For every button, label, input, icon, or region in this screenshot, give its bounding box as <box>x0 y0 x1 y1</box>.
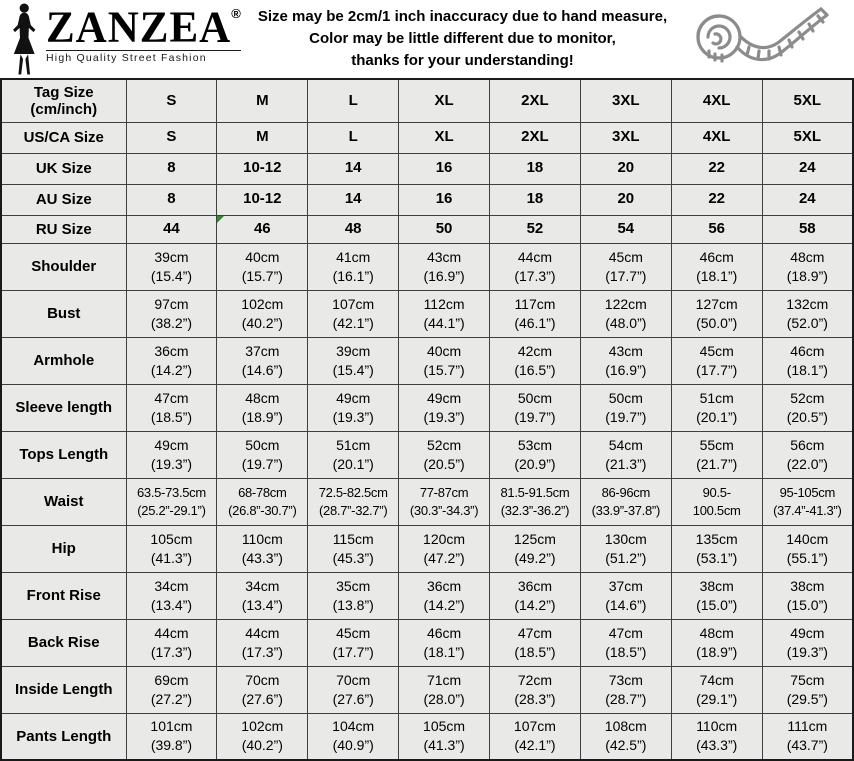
ru-size-cell-xl: 50 <box>399 215 490 243</box>
shoulder-cell-xl: 43cm (16.9”) <box>399 243 490 290</box>
row-label-shoulder: Shoulder <box>1 243 126 290</box>
table-row-front-rise <box>1 572 853 619</box>
tag-size-cell-l: L <box>308 79 399 122</box>
usca-size-cell-m: M <box>217 122 308 153</box>
tag-size-cell-4xl: 4XL <box>671 79 762 122</box>
waist-cell-5xl: 95-105cm (37.4”-41.3”) <box>762 478 853 525</box>
pants-length-cell-m: 102cm (40.2”) <box>217 713 308 760</box>
row-label-usca-size: US/CA Size <box>1 122 126 153</box>
size-disclaimer <box>241 6 684 71</box>
brand-name: ZANZEA <box>46 3 232 52</box>
sleeve-length-cell-m: 48cm (18.9”) <box>217 384 308 431</box>
inside-length-cell-5xl: 75cm (29.5”) <box>762 666 853 713</box>
armhole-cell-5xl: 46cm (18.1”) <box>762 337 853 384</box>
tag-size-cell-xl: XL <box>399 79 490 122</box>
table-row-sleeve-length <box>1 384 853 431</box>
inside-length-cell-xl: 71cm (28.0”) <box>399 666 490 713</box>
tape-measure-icon <box>684 5 844 73</box>
ru-size-cell-5xl: 58 <box>762 215 853 243</box>
row-label-back-rise: Back Rise <box>1 619 126 666</box>
ru-size-cell-m: 46 <box>217 215 308 243</box>
bust-cell-4xl: 127cm (50.0”) <box>671 290 762 337</box>
usca-size-cell-3xl: 3XL <box>580 122 671 153</box>
sleeve-length-cell-2xl: 50cm (19.7”) <box>490 384 581 431</box>
sleeve-length-cell-4xl: 51cm (20.1”) <box>671 384 762 431</box>
tag-size-cell-3xl: 3XL <box>580 79 671 122</box>
disclaimer-line-1: Size may be 2cm/1 inch inaccuracy due to hand measure, <box>257 8 668 26</box>
size-table-body <box>1 79 853 760</box>
waist-cell-xl: 77-87cm (30.3”-34.3”) <box>399 478 490 525</box>
uk-size-cell-l: 14 <box>308 153 399 184</box>
front-rise-cell-m: 34cm (13.4”) <box>217 572 308 619</box>
back-rise-cell-xl: 46cm (18.1”) <box>399 619 490 666</box>
table-row-pants-length <box>1 713 853 760</box>
back-rise-cell-l: 45cm (17.7”) <box>308 619 399 666</box>
front-rise-cell-s: 34cm (13.4”) <box>126 572 217 619</box>
table-row-shoulder <box>1 243 853 290</box>
tops-length-cell-m: 50cm (19.7”) <box>217 431 308 478</box>
uk-size-cell-3xl: 20 <box>580 153 671 184</box>
shoulder-cell-l: 41cm (16.1”) <box>308 243 399 290</box>
table-row-bust <box>1 290 853 337</box>
armhole-cell-2xl: 42cm (16.5”) <box>490 337 581 384</box>
pants-length-cell-s: 101cm (39.8”) <box>126 713 217 760</box>
hip-cell-m: 110cm (43.3”) <box>217 525 308 572</box>
ru-size-cell-l: 48 <box>308 215 399 243</box>
ru-size-cell-4xl: 56 <box>671 215 762 243</box>
tops-length-cell-5xl: 56cm (22.0”) <box>762 431 853 478</box>
row-label-armhole: Armhole <box>1 337 126 384</box>
table-row-hip <box>1 525 853 572</box>
bust-cell-s: 97cm (38.2”) <box>126 290 217 337</box>
tops-length-cell-s: 49cm (19.3”) <box>126 431 217 478</box>
tag-size-cell-2xl: 2XL <box>490 79 581 122</box>
pants-length-cell-xl: 105cm (41.3”) <box>399 713 490 760</box>
table-row-ru-size <box>1 215 853 243</box>
au-size-cell-l: 14 <box>308 184 399 215</box>
tops-length-cell-xl: 52cm (20.5”) <box>399 431 490 478</box>
table-row-au-size <box>1 184 853 215</box>
hip-cell-3xl: 130cm (51.2”) <box>580 525 671 572</box>
au-size-cell-s: 8 <box>126 184 217 215</box>
registered-mark: ® <box>231 6 241 21</box>
hip-cell-xl: 120cm (47.2”) <box>399 525 490 572</box>
uk-size-cell-5xl: 24 <box>762 153 853 184</box>
tag-size-cell-5xl: 5XL <box>762 79 853 122</box>
usca-size-cell-l: L <box>308 122 399 153</box>
au-size-cell-3xl: 20 <box>580 184 671 215</box>
ru-size-cell-s: 44 <box>126 215 217 243</box>
row-label-hip: Hip <box>1 525 126 572</box>
waist-cell-2xl: 81.5-91.5cm (32.3”-36.2”) <box>490 478 581 525</box>
back-rise-cell-2xl: 47cm (18.5”) <box>490 619 581 666</box>
sleeve-length-cell-5xl: 52cm (20.5”) <box>762 384 853 431</box>
bust-cell-3xl: 122cm (48.0”) <box>580 290 671 337</box>
brand-tagline: High Quality Street Fashion <box>46 50 241 64</box>
logo-text <box>46 3 241 64</box>
armhole-cell-s: 36cm (14.2”) <box>126 337 217 384</box>
au-size-cell-m: 10-12 <box>217 184 308 215</box>
bust-cell-5xl: 132cm (52.0”) <box>762 290 853 337</box>
disclaimer-line-3: thanks for your understanding! <box>351 51 574 69</box>
table-row-waist <box>1 478 853 525</box>
sleeve-length-cell-3xl: 50cm (19.7”) <box>580 384 671 431</box>
waist-cell-4xl: 90.5- 100.5cm <box>671 478 762 525</box>
inside-length-cell-2xl: 72cm (28.3”) <box>490 666 581 713</box>
tag-size-cell-m: M <box>217 79 308 122</box>
au-size-cell-5xl: 24 <box>762 184 853 215</box>
row-label-tag-size: Tag Size (cm/inch) <box>1 79 126 122</box>
bust-cell-xl: 112cm (44.1”) <box>399 290 490 337</box>
armhole-cell-3xl: 43cm (16.9”) <box>580 337 671 384</box>
inside-length-cell-s: 69cm (27.2”) <box>126 666 217 713</box>
tops-length-cell-l: 51cm (20.1”) <box>308 431 399 478</box>
bust-cell-2xl: 117cm (46.1”) <box>490 290 581 337</box>
sleeve-length-cell-l: 49cm (19.3”) <box>308 384 399 431</box>
inside-length-cell-3xl: 73cm (28.7”) <box>580 666 671 713</box>
usca-size-cell-xl: XL <box>399 122 490 153</box>
tops-length-cell-4xl: 55cm (21.7”) <box>671 431 762 478</box>
usca-size-cell-2xl: 2XL <box>490 122 581 153</box>
row-label-sleeve-length: Sleeve length <box>1 384 126 431</box>
row-label-inside-length: Inside Length <box>1 666 126 713</box>
uk-size-cell-xl: 16 <box>399 153 490 184</box>
bust-cell-m: 102cm (40.2”) <box>217 290 308 337</box>
inside-length-cell-4xl: 74cm (29.1”) <box>671 666 762 713</box>
front-rise-cell-5xl: 38cm (15.0”) <box>762 572 853 619</box>
header <box>0 0 854 78</box>
hip-cell-s: 105cm (41.3”) <box>126 525 217 572</box>
hip-cell-2xl: 125cm (49.2”) <box>490 525 581 572</box>
front-rise-cell-3xl: 37cm (14.6”) <box>580 572 671 619</box>
row-label-waist: Waist <box>1 478 126 525</box>
tops-length-cell-2xl: 53cm (20.9”) <box>490 431 581 478</box>
front-rise-cell-xl: 36cm (14.2”) <box>399 572 490 619</box>
back-rise-cell-3xl: 47cm (18.5”) <box>580 619 671 666</box>
brand-logo <box>6 2 241 76</box>
row-label-pants-length: Pants Length <box>1 713 126 760</box>
size-chart-table <box>0 78 854 761</box>
waist-cell-3xl: 86-96cm (33.9”-37.8”) <box>580 478 671 525</box>
pants-length-cell-5xl: 111cm (43.7”) <box>762 713 853 760</box>
uk-size-cell-s: 8 <box>126 153 217 184</box>
uk-size-cell-2xl: 18 <box>490 153 581 184</box>
waist-cell-l: 72.5-82.5cm (28.7”-32.7”) <box>308 478 399 525</box>
hip-cell-l: 115cm (45.3”) <box>308 525 399 572</box>
bust-cell-l: 107cm (42.1”) <box>308 290 399 337</box>
pants-length-cell-3xl: 108cm (42.5”) <box>580 713 671 760</box>
armhole-cell-m: 37cm (14.6”) <box>217 337 308 384</box>
shoulder-cell-s: 39cm (15.4”) <box>126 243 217 290</box>
pants-length-cell-2xl: 107cm (42.1”) <box>490 713 581 760</box>
armhole-cell-4xl: 45cm (17.7”) <box>671 337 762 384</box>
front-rise-cell-2xl: 36cm (14.2”) <box>490 572 581 619</box>
back-rise-cell-m: 44cm (17.3”) <box>217 619 308 666</box>
table-row-usca-size <box>1 122 853 153</box>
uk-size-cell-4xl: 22 <box>671 153 762 184</box>
uk-size-cell-m: 10-12 <box>217 153 308 184</box>
woman-silhouette-icon <box>6 2 44 76</box>
sleeve-length-cell-s: 47cm (18.5”) <box>126 384 217 431</box>
shoulder-cell-4xl: 46cm (18.1”) <box>671 243 762 290</box>
waist-cell-m: 68-78cm (26.8”-30.7”) <box>217 478 308 525</box>
armhole-cell-xl: 40cm (15.7”) <box>399 337 490 384</box>
inside-length-cell-l: 70cm (27.6”) <box>308 666 399 713</box>
waist-cell-s: 63.5-73.5cm (25.2”-29.1”) <box>126 478 217 525</box>
ru-size-cell-2xl: 52 <box>490 215 581 243</box>
back-rise-cell-s: 44cm (17.3”) <box>126 619 217 666</box>
back-rise-cell-5xl: 49cm (19.3”) <box>762 619 853 666</box>
shoulder-cell-3xl: 45cm (17.7”) <box>580 243 671 290</box>
table-row-tag-size <box>1 79 853 122</box>
inside-length-cell-m: 70cm (27.6”) <box>217 666 308 713</box>
pants-length-cell-l: 104cm (40.9”) <box>308 713 399 760</box>
usca-size-cell-4xl: 4XL <box>671 122 762 153</box>
hip-cell-4xl: 135cm (53.1”) <box>671 525 762 572</box>
back-rise-cell-4xl: 48cm (18.9”) <box>671 619 762 666</box>
tops-length-cell-3xl: 54cm (21.3”) <box>580 431 671 478</box>
au-size-cell-2xl: 18 <box>490 184 581 215</box>
shoulder-cell-m: 40cm (15.7”) <box>217 243 308 290</box>
shoulder-cell-5xl: 48cm (18.9”) <box>762 243 853 290</box>
row-label-ru-size: RU Size <box>1 215 126 243</box>
front-rise-cell-4xl: 38cm (15.0”) <box>671 572 762 619</box>
tag-size-cell-s: S <box>126 79 217 122</box>
table-row-uk-size <box>1 153 853 184</box>
row-label-tops-length: Tops Length <box>1 431 126 478</box>
row-label-bust: Bust <box>1 290 126 337</box>
row-label-uk-size: UK Size <box>1 153 126 184</box>
armhole-cell-l: 39cm (15.4”) <box>308 337 399 384</box>
ru-size-cell-3xl: 54 <box>580 215 671 243</box>
au-size-cell-xl: 16 <box>399 184 490 215</box>
row-label-au-size: AU Size <box>1 184 126 215</box>
usca-size-cell-5xl: 5XL <box>762 122 853 153</box>
table-row-armhole <box>1 337 853 384</box>
table-row-tops-length <box>1 431 853 478</box>
table-row-inside-length <box>1 666 853 713</box>
sleeve-length-cell-xl: 49cm (19.3”) <box>399 384 490 431</box>
front-rise-cell-l: 35cm (13.8”) <box>308 572 399 619</box>
row-label-front-rise: Front Rise <box>1 572 126 619</box>
shoulder-cell-2xl: 44cm (17.3”) <box>490 243 581 290</box>
au-size-cell-4xl: 22 <box>671 184 762 215</box>
table-row-back-rise <box>1 619 853 666</box>
cell-comment-marker <box>217 216 224 223</box>
hip-cell-5xl: 140cm (55.1”) <box>762 525 853 572</box>
usca-size-cell-s: S <box>126 122 217 153</box>
disclaimer-line-2: Color may be little different due to monitor, <box>309 30 616 48</box>
pants-length-cell-4xl: 110cm (43.3”) <box>671 713 762 760</box>
